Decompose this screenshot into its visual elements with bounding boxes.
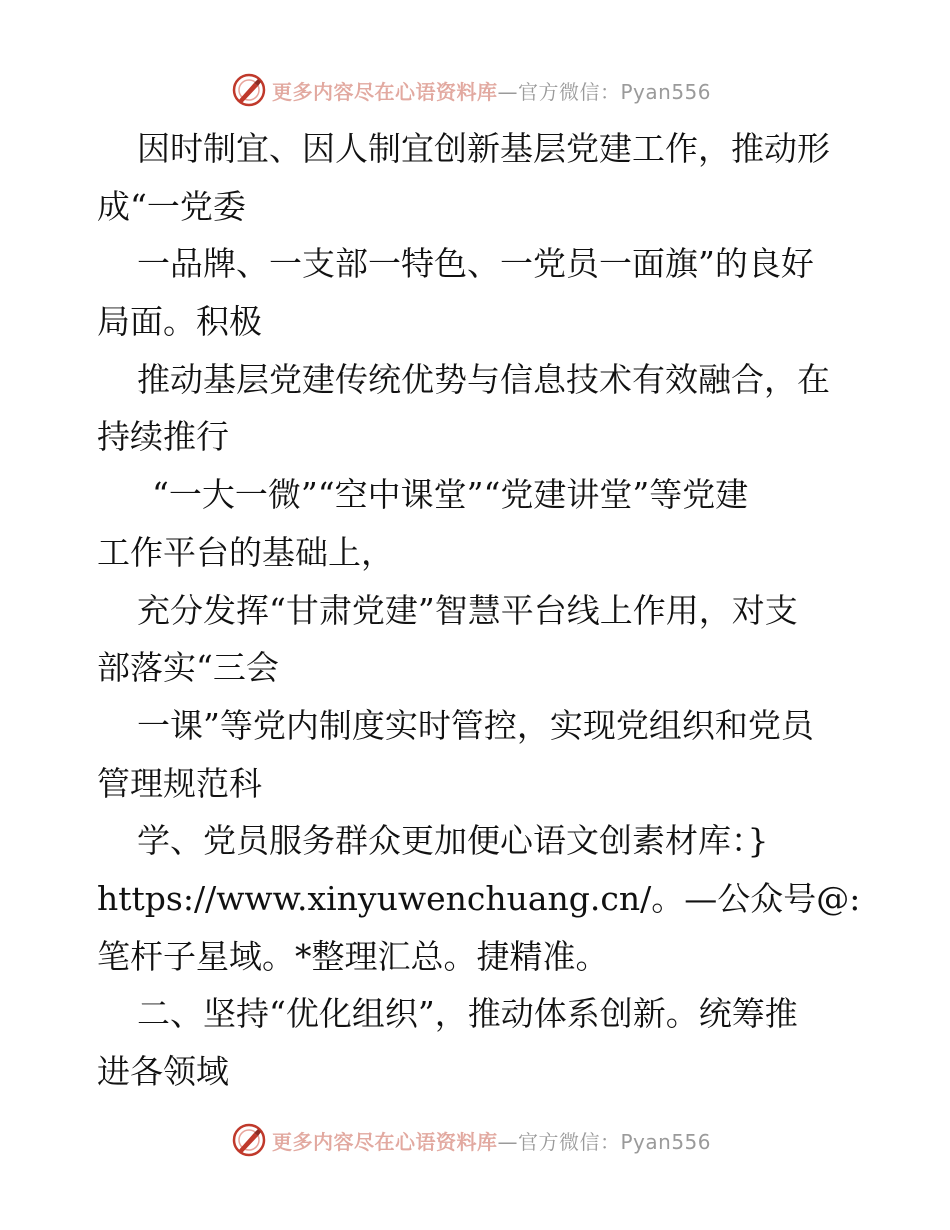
- header-watermark-banner: [232, 70, 711, 110]
- body-line: 持续推行: [97, 417, 229, 457]
- pen-logo-icon: [232, 1123, 266, 1157]
- body-line: 充分发挥“甘肃党建”智慧平台线上作用，对支: [137, 590, 798, 630]
- body-line: 一品牌、一支部一特色、一党员一面旗”的良好: [137, 244, 814, 284]
- body-line: 因时制宜、因人制宜创新基层党建工作，推动形: [137, 129, 830, 168]
- footer-watermark-banner: [232, 1120, 711, 1160]
- body-line: 管理规范科: [97, 763, 262, 803]
- footer-banner-main-text: 更多内容尽在心语资料库: [272, 1129, 498, 1154]
- body-line: 部落实“三会: [97, 648, 279, 688]
- body-line: 推动基层党建传统优势与信息技术有效融合，在: [137, 359, 830, 399]
- document-body: [97, 120, 861, 1101]
- body-line-url: https://www.xinyuwenchuang.cn/。—公众号@:: [97, 878, 861, 918]
- pen-logo-icon: [232, 73, 266, 107]
- body-line-section-heading: 二、坚持“优化组织”，推动体系创新。统筹推: [137, 994, 798, 1034]
- footer-banner-sub-text: —官方微信：Pyan556: [497, 1129, 712, 1154]
- body-line: 局面。积极: [97, 302, 262, 342]
- body-line: 笔杆子星域。*整理汇总。捷精准。: [97, 936, 609, 976]
- body-line: 一课”等党内制度实时管控，实现党组织和党员: [137, 705, 814, 745]
- header-banner-main-text: 更多内容尽在心语资料库: [272, 79, 498, 104]
- body-line: 工作平台的基础上，: [97, 532, 394, 572]
- body-line: 成“一党委: [97, 186, 246, 226]
- header-banner-sub-text: —官方微信：Pyan556: [497, 79, 712, 104]
- body-line: 进各领域: [97, 1052, 229, 1091]
- body-line: “一大一微”“空中课堂”“党建讲堂”等党建: [152, 475, 749, 515]
- body-line: 学、党员服务群众更加便心语文创素材库：}: [137, 821, 769, 861]
